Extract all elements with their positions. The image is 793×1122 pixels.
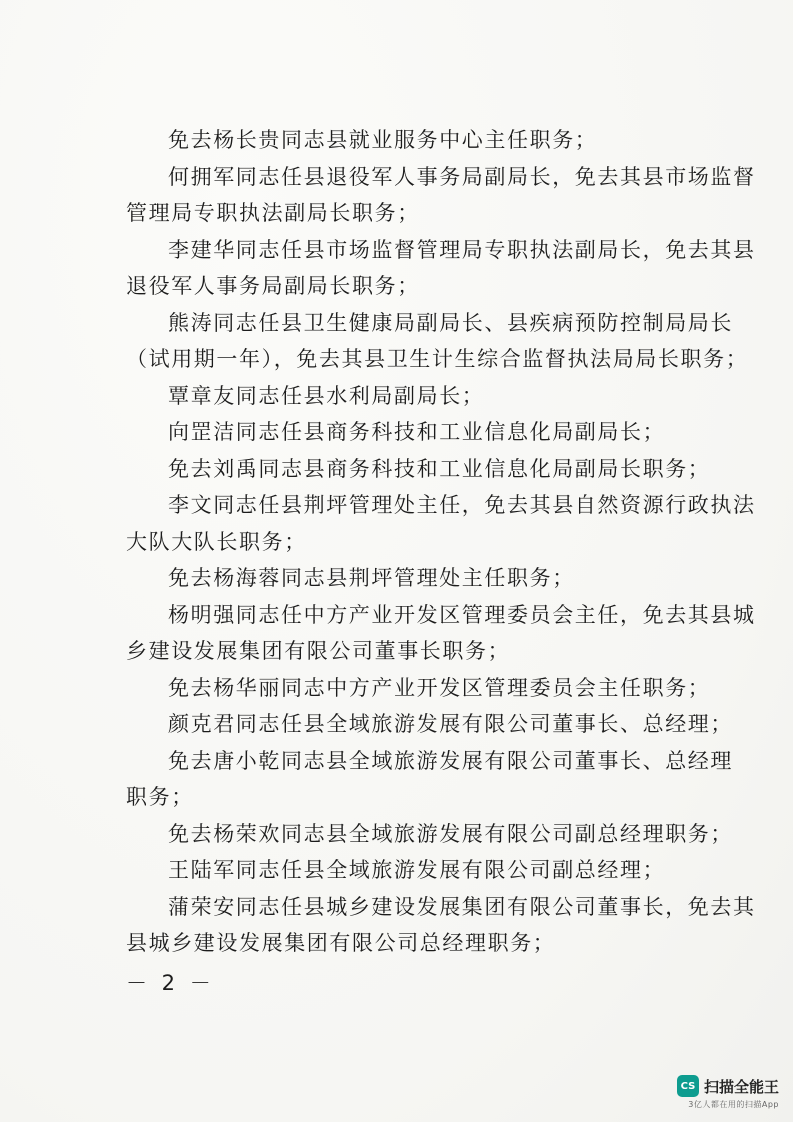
paragraph-line: 退役军人事务局副局长职务；: [126, 274, 420, 298]
paragraph-line: 免去唐小乾同志县全域旅游发展有限公司董事长、总经理: [168, 748, 733, 773]
scanner-watermark: [677, 1075, 779, 1110]
paragraph-line: 免去刘禹同志县商务科技和工业信息化局副局长职务；: [168, 456, 711, 481]
page-number: － 2 －: [126, 971, 215, 995]
paragraph-line: 大队大队长职务；: [126, 529, 307, 554]
paragraph-line: 覃章友同志任县水利局副局长；: [168, 383, 485, 408]
paragraph-line: 免去杨海蓉同志县荆坪管理处主任职务；: [168, 566, 575, 590]
paragraph-line: 蒲荣安同志任县城乡建设发展集团有限公司董事长，免去其: [168, 894, 756, 919]
paragraph-line: 何拥军同志任县退役军人事务局副局长，免去其县市场监督: [168, 164, 756, 189]
paragraph-line: （试用期一年），免去其县卫生计生综合监督执法局局长职务；: [126, 347, 749, 371]
paragraph-line: 乡建设发展集团有限公司董事长职务；: [126, 639, 511, 663]
paragraph-line: 王陆军同志任县全域旅游发展有限公司副总经理；: [168, 858, 666, 882]
paragraph-line: 熊涛同志任县卫生健康局副局长、县疾病预防控制局局长: [168, 310, 733, 335]
paragraph-line: 免去杨华丽同志中方产业开发区管理委员会主任职务；: [168, 675, 711, 700]
paragraph-line: 杨明强同志任中方产业开发区管理委员会主任，免去其县城: [168, 602, 756, 627]
paragraph-line: 李文同志任县荆坪管理处主任，免去其县自然资源行政执法: [168, 493, 756, 517]
paragraph-line: 县城乡建设发展集团有限公司总经理职务；: [126, 931, 556, 955]
paragraph-line: 李建华同志任县市场监督管理局专职执法副局长，免去其县: [168, 237, 756, 262]
watermark-app-name: 扫描全能王: [703, 1077, 779, 1096]
document-body: [126, 122, 756, 962]
paragraph-line: 职务；: [126, 785, 194, 809]
paragraph-line: 颜克君同志任县全域旅游发展有限公司董事长、总经理；: [168, 712, 733, 736]
paragraph-line: 免去杨荣欢同志县全域旅游发展有限公司副总经理职务；: [168, 821, 733, 846]
paragraph-line: 向罡洁同志任县商务科技和工业信息化局副局长；: [168, 420, 666, 444]
paragraph-line: 管理局专职执法副局长职务；: [126, 201, 420, 225]
paragraph-line: 免去杨长贵同志县就业服务中心主任职务；: [168, 128, 598, 152]
watermark-slogan: 3亿人都在用的扫描App: [688, 1100, 779, 1109]
camscanner-logo-icon: CS: [677, 1075, 699, 1097]
watermark-brand: [677, 1075, 779, 1097]
